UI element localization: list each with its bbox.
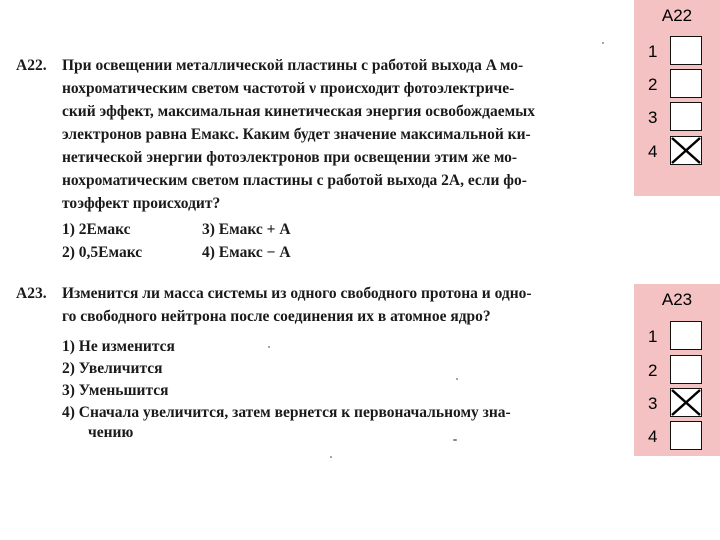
answer-checkbox[interactable] <box>670 69 702 98</box>
option-number: 4 <box>648 427 658 446</box>
question-number: A23. <box>16 285 47 302</box>
answer-option-continuation: чению <box>88 424 134 441</box>
question-line: нохроматическим светом пластины с работой выхода 2A, если фо- <box>62 172 527 189</box>
question-line: При освещении металлической пластины с работой выхода A мо- <box>62 57 524 74</box>
answer-checkbox[interactable] <box>670 102 702 131</box>
answer-checkbox[interactable] <box>670 321 702 350</box>
answer-panel-a22 <box>634 0 720 196</box>
answer-panel-a23 <box>634 284 720 456</box>
option-number: 2 <box>648 361 658 380</box>
x-mark-icon <box>671 137 701 164</box>
answer-option: 3) Уменьшится <box>62 382 169 399</box>
panel-title: A22 <box>661 6 693 25</box>
option-number: 3 <box>648 108 658 127</box>
scan-speck <box>456 378 458 380</box>
panel-title: A23 <box>661 290 693 309</box>
option-number: 1 <box>648 42 658 61</box>
question-line: нетической энергии фотоэлектронов при освещении этим же мо- <box>62 149 518 166</box>
question-number: A22. <box>16 57 47 74</box>
question-line: электронов равна Eмакс. Каким будет значение максимальной ки- <box>62 126 531 143</box>
answer-checkbox[interactable] <box>670 355 702 384</box>
scan-speck <box>268 346 270 348</box>
answer-option: 1) Не изменится <box>62 338 175 355</box>
option-number: 3 <box>648 394 658 413</box>
answer-option: 2) Увеличится <box>62 360 163 377</box>
option-number: 4 <box>648 142 658 161</box>
question-line: Изменится ли масса системы из одного свободного протона и одно- <box>62 285 532 302</box>
answer-checkbox-checked[interactable] <box>670 388 702 417</box>
question-line: тоэффект происходит? <box>62 195 221 212</box>
question-line: нохроматическим светом частотой ν происходит фотоэлектриче- <box>62 80 515 97</box>
answer-checkbox[interactable] <box>670 36 702 65</box>
scan-speck <box>602 42 604 44</box>
answer-checkbox-checked[interactable] <box>670 136 702 165</box>
x-mark-icon <box>671 389 701 416</box>
answer-option: 2) 0,5Eмакс <box>62 244 143 261</box>
answer-option: 4) Сначала увеличится, затем вернется к первоначальному зна- <box>62 404 511 421</box>
question-line: го свободного нейтрона после соединения их в атомное ядро? <box>62 308 491 325</box>
scan-speck <box>453 439 457 441</box>
scan-speck <box>330 456 332 458</box>
answer-option: 3) Eмакс + A <box>202 221 291 238</box>
question-line: ский эффект, максимальная кинетическая энергия освобождаемых <box>62 103 535 120</box>
answer-option: 1) 2Eмакс <box>62 221 131 238</box>
option-number: 2 <box>648 75 658 94</box>
answer-option: 4) Eмакс − A <box>202 244 291 261</box>
answer-checkbox[interactable] <box>670 421 702 450</box>
option-number: 1 <box>648 327 658 346</box>
